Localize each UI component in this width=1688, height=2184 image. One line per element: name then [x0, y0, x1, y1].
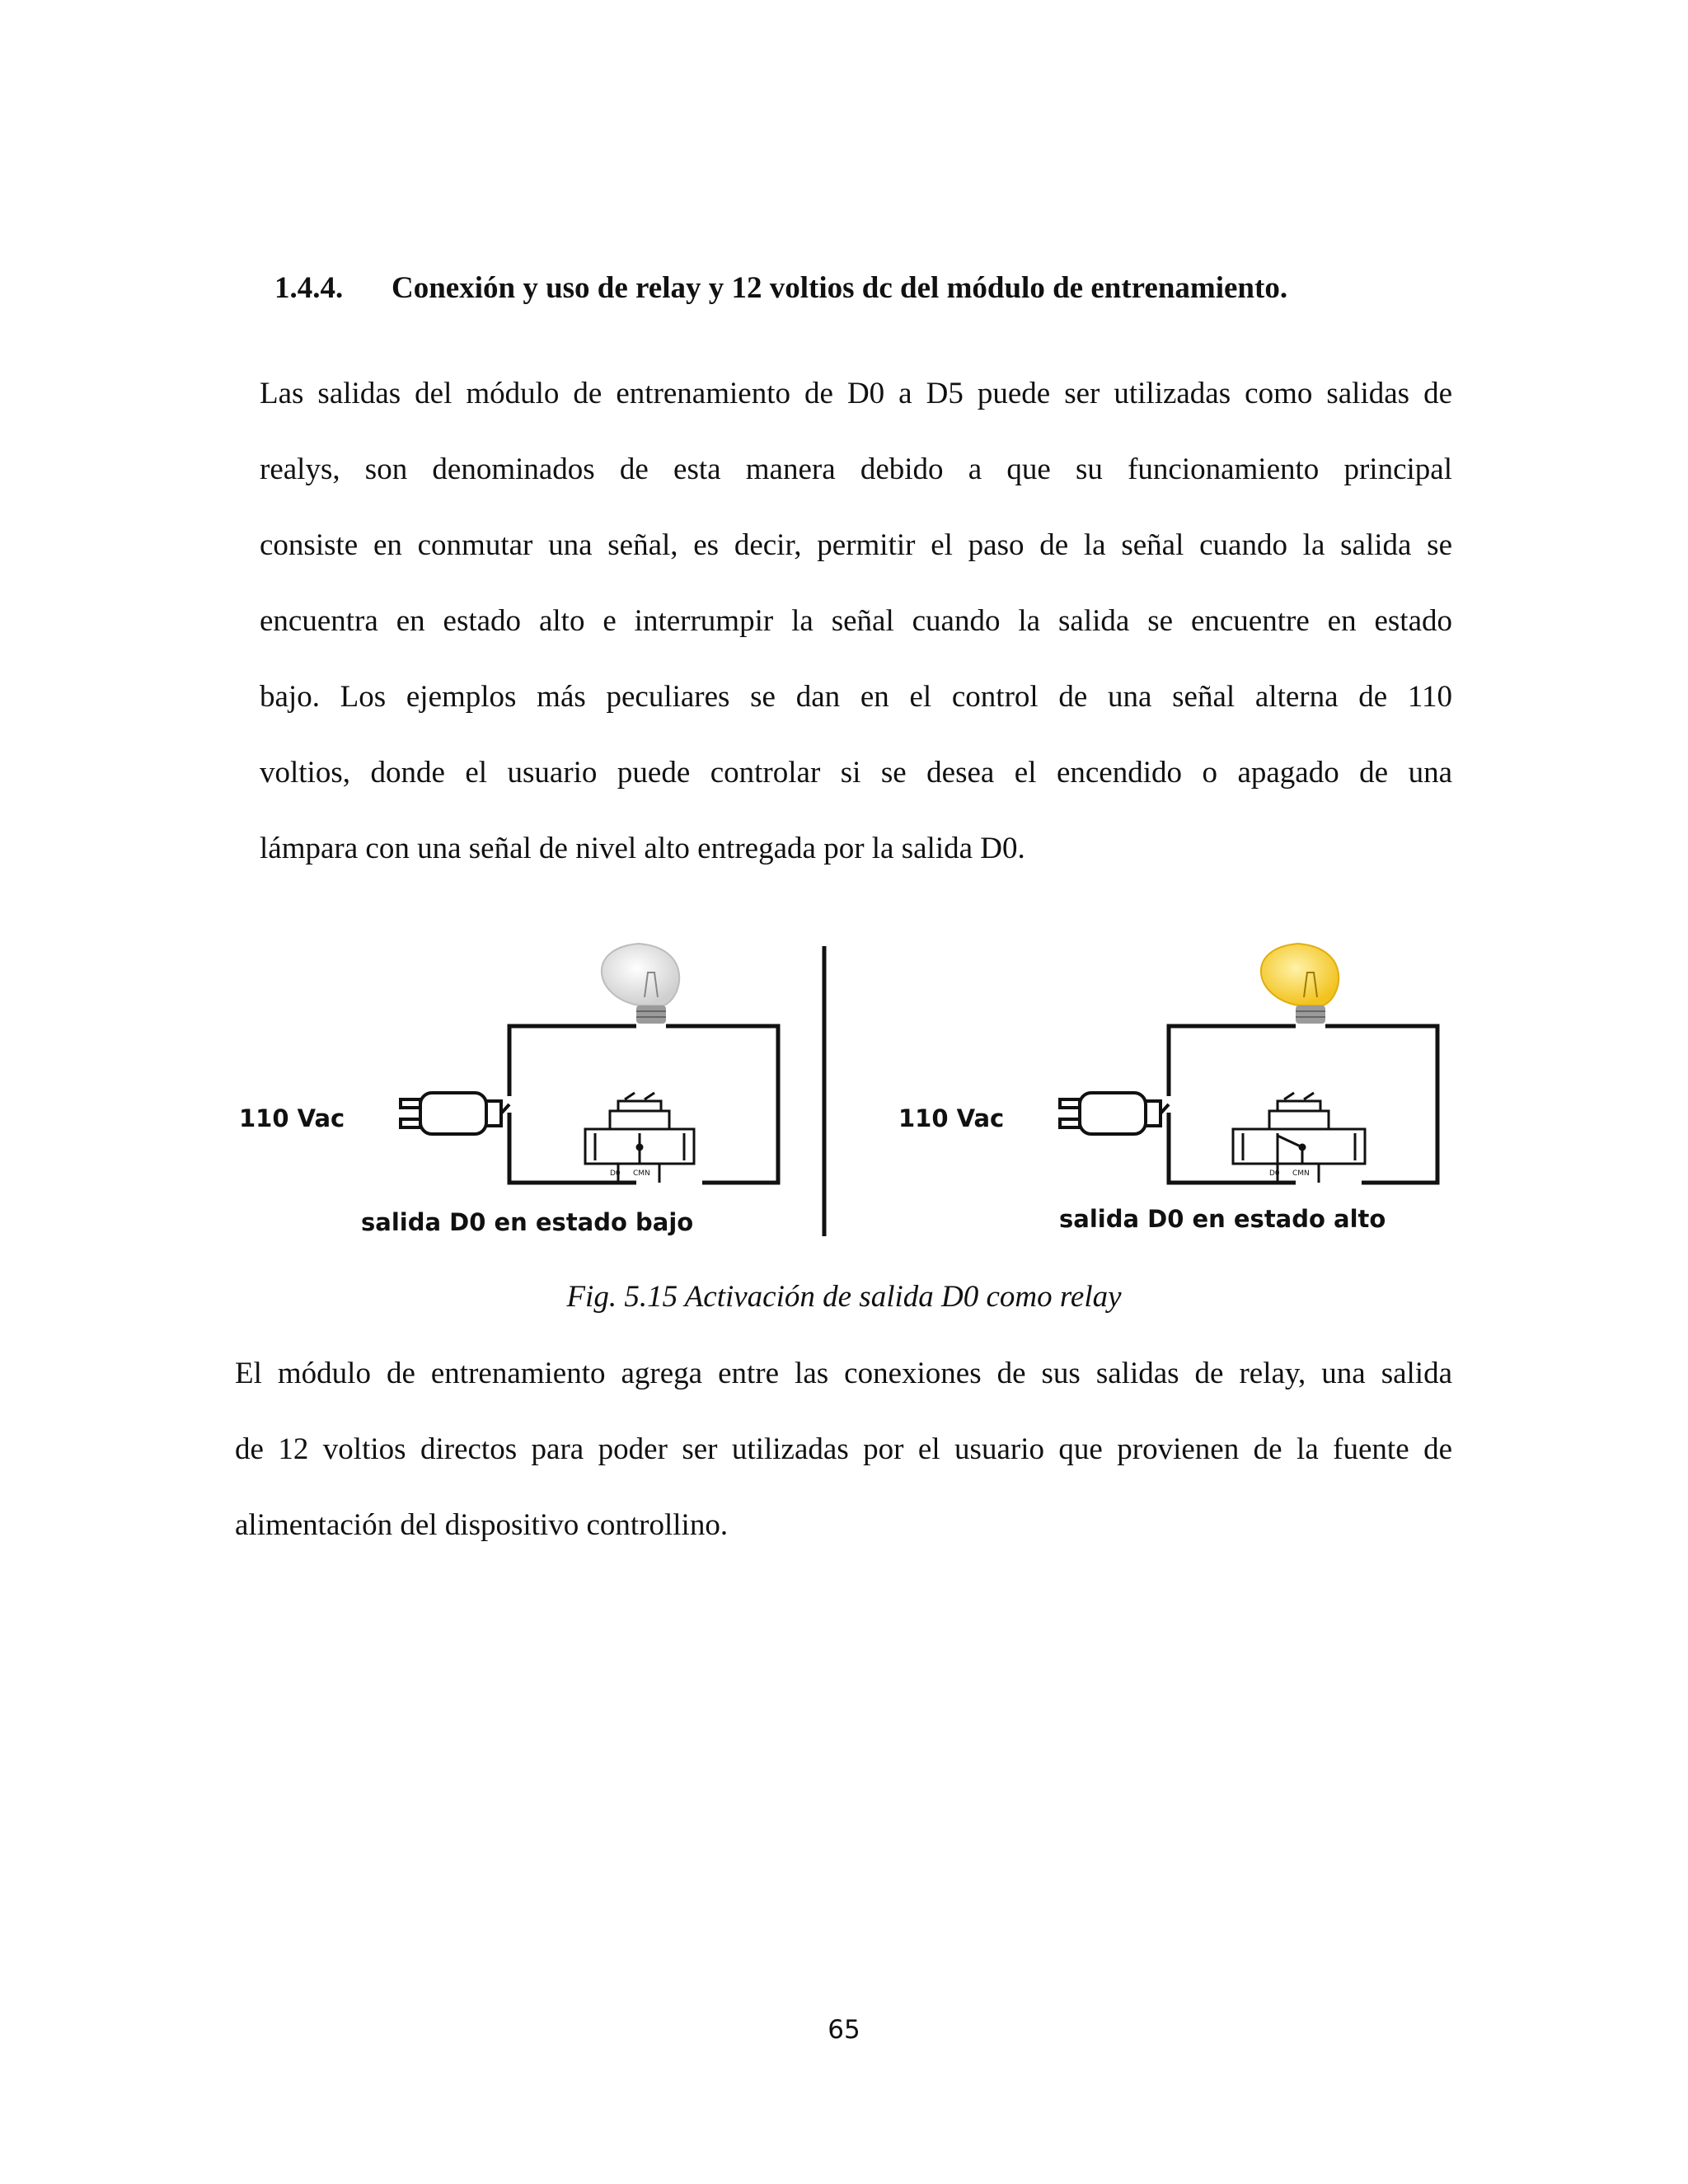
paragraph-line: de 12 voltios directos para poder ser utilizadas por el usuario que provienen de la fuente de	[235, 1432, 1452, 1466]
section-heading	[274, 270, 1287, 306]
relay-pin-d0: D0	[610, 1169, 621, 1178]
paragraph-1	[260, 356, 1452, 887]
paragraph-line: bajo. Los ejemplos más peculiares se dan en el control de una señal alterna de 110	[260, 680, 1452, 714]
left-panel	[239, 944, 778, 1236]
paragraph-2	[235, 1336, 1452, 1563]
right-panel	[898, 944, 1437, 1233]
state-label: salida D0 en estado bajo	[361, 1208, 694, 1236]
figure-caption: Fig. 5.15 Activación de salida D0 como relay	[566, 1280, 1122, 1314]
section-number: 1.4.4.	[274, 271, 344, 305]
paragraph-line: consiste en conmutar una señal, es decir, permitir el paso de la señal cuando la salida se	[260, 528, 1452, 562]
paragraph-line: realys, son denominados de esta manera debido a que su funcionamiento principal	[260, 452, 1452, 486]
relay-diagram-figure	[223, 931, 1508, 1244]
relay-pin-d0: D0	[1269, 1169, 1280, 1178]
paragraph-line: El módulo de entrenamiento agrega entre las conexiones de sus salidas de relay, una salida	[235, 1357, 1452, 1390]
paragraph-line: encuentra en estado alto e interrumpir la señal cuando la salida se encuentre en estado	[260, 604, 1452, 638]
paragraph-line: lámpara con una señal de nivel alto entregada por la salida D0.	[260, 832, 1025, 865]
plug-icon	[1060, 1093, 1169, 1134]
paragraph-line: voltios, donde el usuario puede controlar si se desea el encendido o apagado de una	[260, 756, 1452, 790]
relay-pin-cmn: CMN	[1292, 1169, 1310, 1178]
state-label: salida D0 en estado alto	[1059, 1205, 1386, 1233]
voltage-label: 110 Vac	[898, 1104, 1005, 1132]
paragraph-line: alimentación del dispositivo controllino.	[235, 1508, 729, 1542]
lamp-off-icon	[602, 944, 679, 1024]
voltage-label: 110 Vac	[239, 1104, 345, 1132]
paragraph-line: Las salidas del módulo de entrenamiento de D0 a D5 puede ser utilizadas como salidas de	[260, 377, 1452, 410]
circuit-wires	[509, 1026, 778, 1183]
relay-pin-cmn: CMN	[633, 1169, 650, 1178]
plug-icon	[401, 1093, 509, 1134]
lamp-on-icon	[1261, 944, 1339, 1024]
section-title: Conexión y uso de relay y 12 voltios dc del módulo de entrenamiento.	[392, 271, 1288, 305]
page-number: 65	[828, 2015, 860, 2045]
